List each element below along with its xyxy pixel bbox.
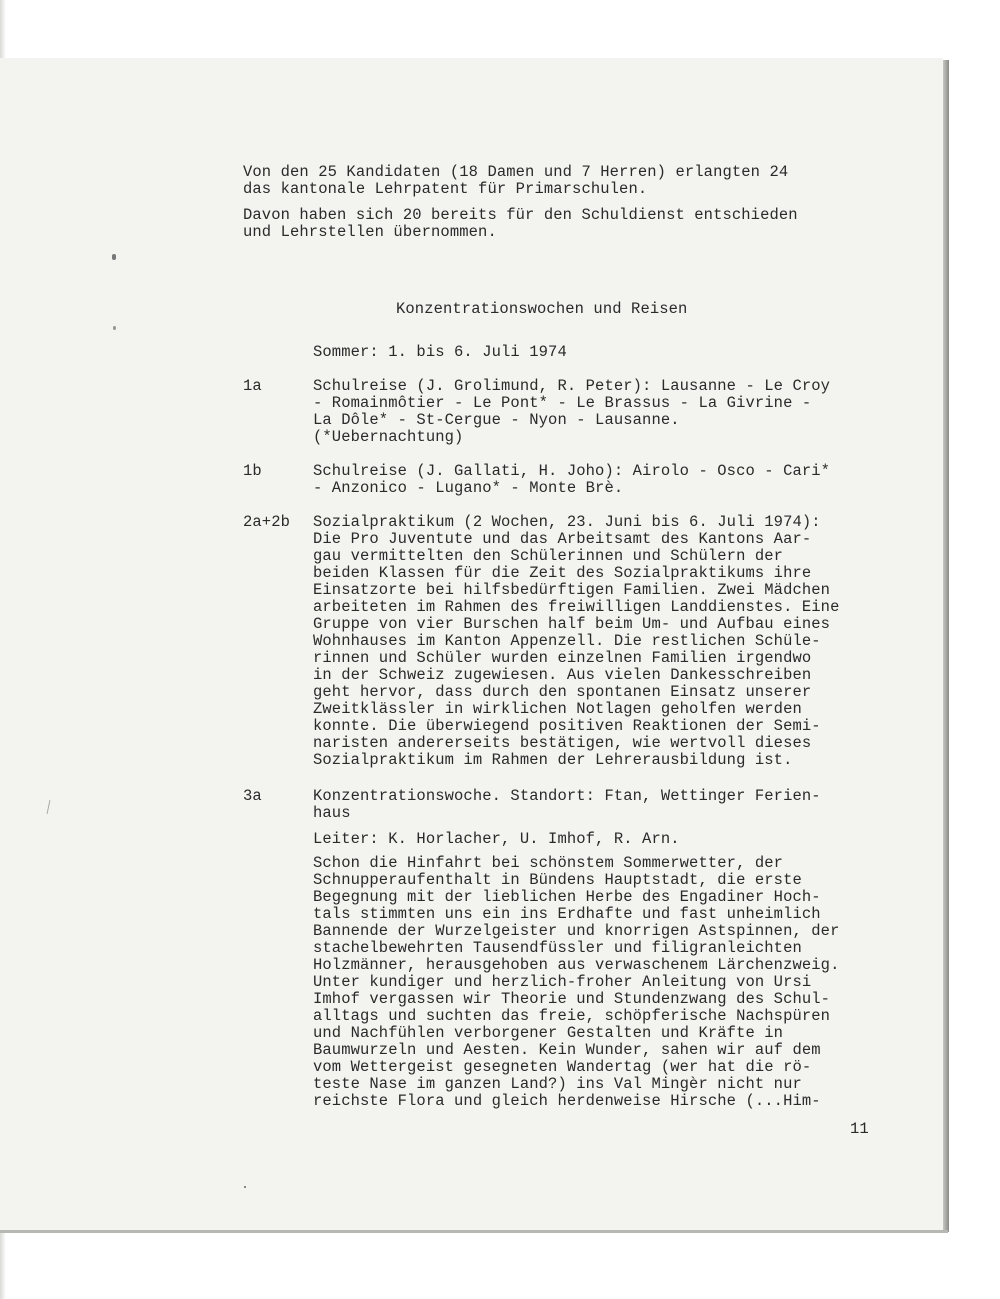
- story-line: Holzmänner, herausgehoben aus verwaschenem Lärchenzweig.: [313, 956, 840, 974]
- entry-line: Konzentrationswoche. Standort: Ftan, Wettinger Ferien-: [313, 787, 821, 805]
- entry-line: beiden Klassen für die Zeit des Sozialpraktikums ihre: [313, 564, 812, 582]
- entry-line: Zweitklässler in wirklichen Notlagen geholfen werden: [313, 700, 802, 718]
- intro-line: Davon haben sich 20 bereits für den Schuldienst entschieden: [243, 206, 798, 224]
- intro-line: Von den 25 Kandidaten (18 Damen und 7 Herren) erlangten 24: [243, 163, 789, 181]
- entry-line: konnte. Die überwiegend positiven Reaktionen der Semi-: [313, 717, 821, 735]
- story-line: stachelbewehrten Tausendfüssler und filigranleichten: [313, 939, 802, 957]
- entry-line: geht hervor, dass durch den spontanen Einsatz unserer: [313, 683, 812, 701]
- entry-line: Gruppe von vier Burschen half beim Um- und Aufbau eines: [313, 615, 831, 633]
- entry-line: Einsatzorte bei hilfsbedürftigen Familien. Zwei Mädchen: [313, 581, 831, 599]
- story-line: und Nachfühlen verborgener Gestalten und Kräfte in: [313, 1024, 784, 1042]
- section-heading: Konzentrationswochen und Reisen: [396, 300, 688, 318]
- leader-line: Leiter: K. Horlacher, U. Imhof, R. Arn.: [313, 830, 680, 848]
- entry-line: Wohnhauses im Kanton Appenzell. Die restlichen Schüle-: [313, 632, 821, 650]
- entry-line: rinnen und Schüler wurden einzelnen Familien irgendwo: [313, 649, 812, 667]
- period-line: Sommer: 1. bis 6. Juli 1974: [313, 343, 567, 361]
- entry-line: La Dôle* - St-Cergue - Nyon - Lausanne.: [313, 411, 680, 429]
- story-line: Schon die Hinfahrt bei schönstem Sommerwetter, der: [313, 854, 784, 872]
- story-line: Imhof vergassen wir Theorie und Stundenzwang des Schul-: [313, 990, 831, 1008]
- entry-line: Schulreise (J. Gallati, H. Joho): Airolo - Osco - Cari*: [313, 462, 831, 480]
- story-line: Baumwurzeln und Aesten. Kein Wunder, sahen wir auf dem: [313, 1041, 821, 1059]
- entry-line: Die Pro Juventute und das Arbeitsamt des Kantons Aar-: [313, 530, 812, 548]
- entry-line: Schulreise (J. Grolimund, R. Peter): Lausanne - Le Croy: [313, 377, 831, 395]
- story-line: tals stimmten uns ein ins Erdhafte und fast unheimlich: [313, 905, 821, 923]
- story-line: teste Nase im ganzen Land?) ins Val Mingèr nicht nur: [313, 1075, 802, 1093]
- story-line: Begegnung mit der lieblichen Herbe des Engadiner Hoch-: [313, 888, 821, 906]
- entry-label-1b: 1b: [243, 462, 262, 480]
- entry-line: haus: [313, 804, 351, 822]
- entry-line: - Romainmôtier - Le Pont* - Le Brassus - La Givrine -: [313, 394, 812, 412]
- entry-line: gau vermittelten den Schülerinnen und Schülern der: [313, 547, 784, 565]
- speck-mark: [244, 1186, 246, 1188]
- story-line: alltags und suchten das freie, schöpferische Nachspüren: [313, 1007, 831, 1025]
- story-line: vom Wettergeist gesegneten Wandertag (wer hat die rö-: [313, 1058, 812, 1076]
- binding-hole-mark: [113, 326, 116, 330]
- story-line: reichste Flora und gleich herdenweise Hirsche (...Him-: [313, 1092, 821, 1110]
- page-edge-shadow: [943, 60, 949, 1232]
- story-line: Bannende der Wurzelgeister und knorrigen Astspinnen, der: [313, 922, 840, 940]
- binding-hole-mark: [112, 254, 116, 260]
- entry-line: (*Uebernachtung): [313, 428, 464, 446]
- page-bottom-edge: [0, 1230, 948, 1233]
- entry-label-3a: 3a: [243, 787, 262, 805]
- entry-line: Sozialpraktikum im Rahmen der Lehrerausbildung ist.: [313, 751, 793, 769]
- story-line: Schnupperaufenthalt in Bündens Hauptstadt, die erste: [313, 871, 802, 889]
- intro-line: und Lehrstellen übernommen.: [243, 223, 497, 241]
- entry-line: - Anzonico - Lugano* - Monte Brè.: [313, 479, 624, 497]
- entry-line: in der Schweiz zugewiesen. Aus vielen Dankesschreiben: [313, 666, 812, 684]
- intro-line: das kantonale Lehrpatent für Primarschulen.: [243, 180, 648, 198]
- entry-label-2a2b: 2a+2b: [243, 513, 291, 531]
- entry-label-1a: 1a: [243, 377, 262, 395]
- entry-line: naristen andererseits bestätigen, wie wertvoll dieses: [313, 734, 812, 752]
- entry-line: arbeiteten im Rahmen des freiwilligen Landdienstes. Eine: [313, 598, 840, 616]
- page-number: 11: [850, 1120, 869, 1138]
- story-line: Unter kundiger und herzlich-froher Anleitung von Ursi: [313, 973, 812, 991]
- entry-line: Sozialpraktikum (2 Wochen, 23. Juni bis 6. Juli 1974):: [313, 513, 821, 531]
